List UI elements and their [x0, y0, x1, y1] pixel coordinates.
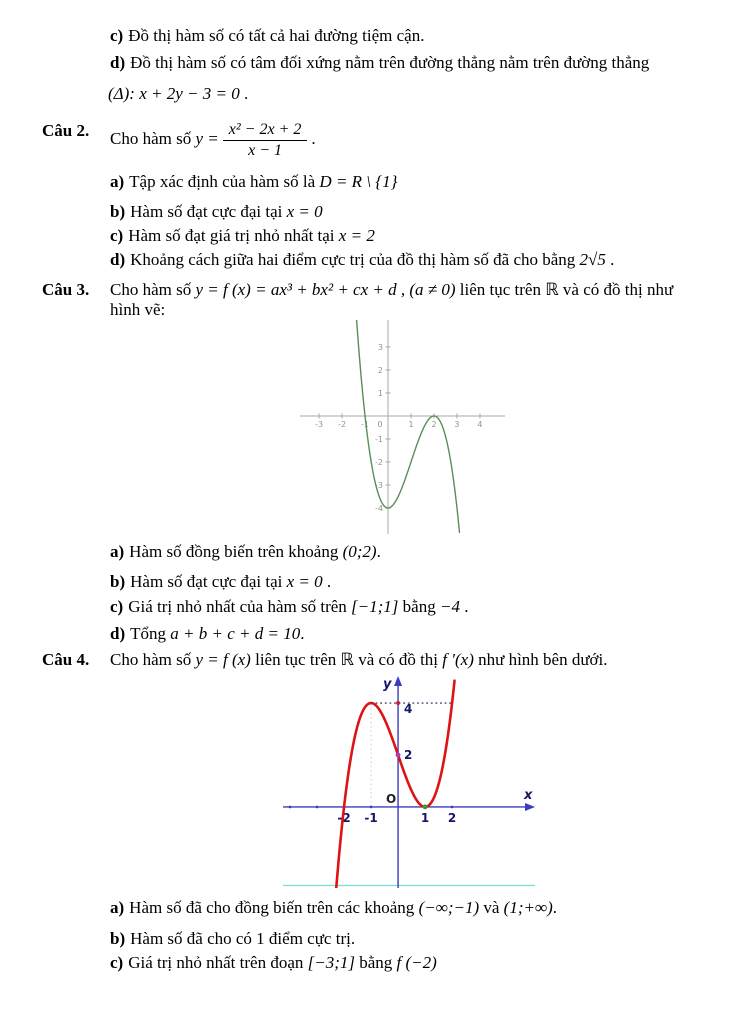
svg-text:-3: -3 — [315, 419, 324, 429]
svg-text:-4: -4 — [375, 503, 384, 513]
svg-text:x: x — [524, 787, 533, 803]
question3-item-a: a) Hàm số đồng biến trên khoảng (0;2). — [110, 542, 381, 561]
question3-item-d: d) Tổng a + b + c + d = 10. — [110, 624, 305, 643]
item-text: Đồ thị hàm số có tâm đối xứng nằm trên đường thẳng nằm trên đường thẳng — [130, 53, 650, 72]
item-text: Đồ thị hàm số có tất cả hai đường tiệm cận. — [128, 26, 425, 45]
question3-intro — [42, 280, 702, 320]
svg-text:1: 1 — [420, 810, 430, 825]
svg-text:-1: -1 — [364, 810, 378, 825]
svg-text:O: O — [386, 791, 397, 806]
svg-text:4: 4 — [404, 702, 413, 717]
math-expression: (Δ): x + 2y − 3 = 0 — [108, 84, 240, 103]
svg-text:-3: -3 — [375, 480, 384, 490]
question3-item-b: b) Hàm số đạt cực đại tại x = 0 . — [110, 572, 332, 591]
q1-item-c — [110, 26, 710, 46]
svg-text:-1: -1 — [375, 434, 384, 444]
question-text: Cho hàm số y = $\frac{\text{x² − 2x + 2}}{x - 1}$ . — [110, 121, 316, 159]
svg-text:4: 4 — [477, 419, 483, 429]
derivative-function-graph — [283, 676, 535, 888]
fraction — [223, 121, 308, 159]
svg-text:y: y — [383, 677, 392, 692]
svg-text:0: 0 — [377, 419, 383, 429]
question4-item-b: b) Hàm số đã cho có 1 điểm cực trị. — [110, 929, 356, 948]
question2-item-b: b) Hàm số đạt cực đại tại x = 0 — [110, 202, 323, 221]
item-label: c) — [110, 26, 124, 45]
svg-text:-2: -2 — [338, 419, 347, 429]
question2-intro — [42, 108, 682, 159]
svg-text:-1: -1 — [361, 419, 370, 429]
question-text: Cho hàm số y = f (x) liên tục trên ℝ và có đồ thị f ′(x) như hình bên dưới. — [110, 650, 608, 669]
svg-text:-2: -2 — [337, 810, 351, 825]
question2-item-d: d) Khoảng cách giữa hai điểm cực trị của đồ thị hàm số đã cho bằng 2√5 . — [110, 250, 615, 269]
svg-text:2: 2 — [377, 365, 384, 375]
fraction-denominator: x − 1 — [248, 141, 283, 159]
q1-item-d — [110, 53, 720, 73]
svg-text:3: 3 — [377, 342, 384, 352]
cubic-function-graph — [300, 320, 505, 534]
svg-text:-2: -2 — [375, 457, 384, 467]
svg-text:2: 2 — [404, 747, 413, 762]
question4-item-a: a) Hàm số đã cho đồng biến trên các khoảng (−∞;−1) và (1;+∞). — [110, 898, 557, 917]
fraction-numerator: x² − 2x + 2 — [223, 121, 308, 141]
question2-item-a: a) Tập xác định của hàm số là D = R \ {1} — [110, 172, 398, 191]
question-number: Câu 2. — [42, 121, 90, 140]
svg-text:1: 1 — [408, 419, 414, 429]
svg-text:2: 2 — [431, 419, 437, 429]
question4-item-c: c) Giá trị nhỏ nhất trên đoạn [−3;1] bằng f (−2) — [110, 953, 437, 972]
question4-intro — [42, 650, 712, 670]
svg-text:2: 2 — [447, 810, 457, 825]
item-label: d) — [110, 53, 126, 72]
question-text: Cho hàm số y = f (x) = ax³ + bx² + cx + d , (a ≠ 0) liên tục trên ℝ và có đồ thị như hình vẽ: — [110, 280, 674, 319]
question-number: Câu 4. — [42, 650, 90, 669]
question-number: Câu 3. — [42, 280, 90, 299]
question2-item-c: c) Hàm số đạt giá trị nhỏ nhất tại x = 2 — [110, 226, 375, 245]
q1-delta-equation: (Δ): x + 2y − 3 = 0 . — [108, 84, 249, 103]
svg-text:1: 1 — [377, 388, 384, 398]
question3-item-c: c) Giá trị nhỏ nhất của hàm số trên [−1;1] bằng −4 . — [110, 597, 469, 616]
svg-text:3: 3 — [454, 419, 460, 429]
